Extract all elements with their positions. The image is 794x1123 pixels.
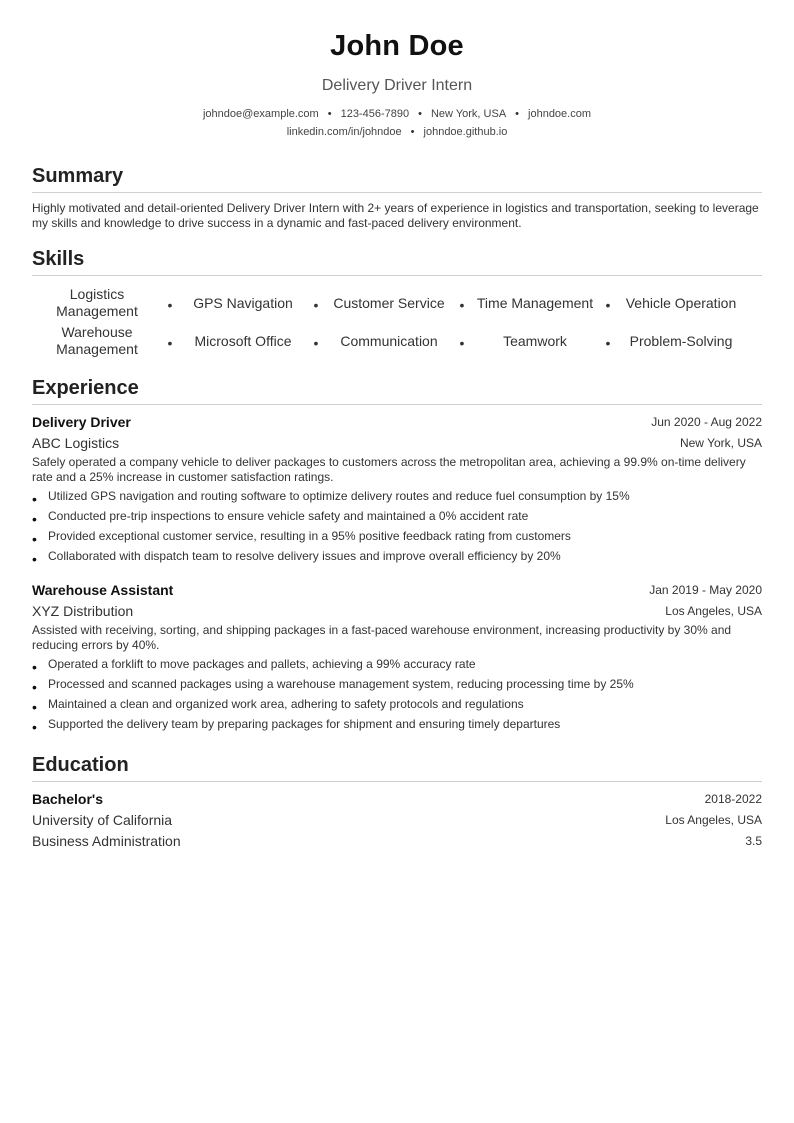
bullet-dot-icon: •	[605, 335, 611, 351]
bullet-dot-icon: •	[32, 551, 37, 567]
job-bullet: • Maintained a clean and organized work area, adhering to safety protocols and regulations	[32, 697, 524, 715]
bullet-dot-icon: •	[313, 297, 319, 313]
candidate-title: Delivery Driver Intern	[321, 77, 473, 94]
contact-phone[interactable]: 123-456-7890	[340, 108, 410, 120]
separator-dot-icon: •	[515, 108, 520, 120]
job-company: ABC Logistics	[32, 435, 120, 451]
bullet-dot-icon: •	[167, 297, 173, 313]
skill-item: Time Management	[476, 294, 594, 311]
skill-item: Communication	[340, 332, 438, 349]
candidate-name: John Doe	[330, 30, 464, 62]
education-location: Los Angeles, USA	[665, 813, 762, 827]
skills-row	[32, 322, 762, 360]
bullet-dot-icon: •	[167, 335, 173, 351]
job-bullet: • Processed and scanned packages using a warehouse management system, reducing processing time by 25%	[32, 677, 634, 695]
education-dates: 2018-2022	[704, 792, 762, 806]
skills-heading: Skills	[32, 248, 762, 276]
contact-website[interactable]: johndoe.com	[528, 108, 592, 120]
contact-email[interactable]: johndoe@example.com	[202, 108, 319, 120]
skills-grid	[32, 284, 762, 360]
skills-row	[32, 284, 762, 322]
bullet-dot-icon: •	[32, 659, 37, 675]
education-gpa: 3.5	[745, 834, 762, 848]
skill-item: Microsoft Office	[194, 332, 292, 349]
contact-row-2	[0, 126, 794, 138]
contact-linkedin[interactable]: linkedin.com/in/johndoe	[286, 126, 402, 138]
skill-item: Customer Service	[333, 294, 445, 311]
bullet-dot-icon: •	[459, 297, 465, 313]
job-bullet: • Conducted pre-trip inspections to ensure vehicle safety and maintained a 0% accident rate	[32, 509, 529, 527]
job-bullet: • Operated a forklift to move packages and pallets, achieving a 99% accuracy rate	[32, 657, 476, 675]
job-company: XYZ Distribution	[32, 603, 134, 619]
education-degree: Bachelor's	[32, 791, 104, 807]
summary-text: Highly motivated and detail-oriented Delivery Driver Intern with 2+ years of experience in logistics and transportation, seeking to leverage my skills and knowledge to drive success in a dynamic and fast-paced delivery environment.	[32, 201, 759, 230]
separator-dot-icon: •	[410, 126, 415, 138]
skill-item: Vehicle Operation	[625, 294, 737, 311]
contact-row-1	[0, 108, 794, 120]
experience-heading: Experience	[32, 377, 762, 405]
job-bullet: • Utilized GPS navigation and routing software to optimize delivery routes and reduce fuel consumption by 15%	[32, 489, 630, 507]
bullet-dot-icon: •	[32, 679, 37, 695]
job-bullet: • Provided exceptional customer service, resulting in a 95% positive feedback rating from customers	[32, 529, 571, 547]
job-description: Safely operated a company vehicle to deliver packages to customers across the metropolitan area, achieving a 99.9% on-time delivery rate and a 25% increase in customer satisfaction ratings.	[32, 455, 746, 484]
job-description: Assisted with receiving, sorting, and shipping packages in a fast-paced warehouse environment, increasing productivity by 30% and reducing errors by 40%.	[32, 623, 732, 652]
bullet-dot-icon: •	[32, 699, 37, 715]
job-bullet: • Collaborated with dispatch team to resolve delivery issues and improve overall efficiency by 20%	[32, 549, 561, 567]
education-school: University of California	[32, 812, 173, 828]
separator-dot-icon: •	[418, 108, 422, 120]
job-title: Warehouse Assistant	[32, 582, 174, 598]
skill-item: Problem-Solving	[629, 332, 733, 349]
bullet-dot-icon: •	[32, 719, 37, 735]
skill-item: Warehouse Management	[56, 324, 138, 357]
contact-location: New York, USA	[430, 108, 507, 120]
job-location: New York, USA	[679, 436, 762, 450]
job-title: Delivery Driver	[32, 414, 131, 430]
bullet-dot-icon: •	[32, 491, 37, 507]
skill-item: Teamwork	[503, 332, 567, 349]
job-bullet: • Supported the delivery team by preparing packages for shipment and ensuring timely departures	[32, 717, 561, 735]
education-heading: Education	[32, 754, 762, 782]
bullet-dot-icon: •	[313, 335, 319, 351]
job-dates: Jun 2020 - Aug 2022	[651, 415, 762, 429]
bullet-dot-icon: •	[32, 511, 37, 527]
bullet-dot-icon: •	[32, 531, 37, 547]
separator-dot-icon: •	[327, 108, 332, 120]
summary-heading: Summary	[32, 165, 762, 193]
job-dates: Jan 2019 - May 2020	[649, 583, 762, 597]
job-location: Los Angeles, USA	[665, 604, 762, 618]
contact-github[interactable]: johndoe.github.io	[423, 126, 508, 138]
bullet-dot-icon: •	[459, 335, 465, 351]
skill-item: GPS Navigation	[193, 294, 293, 311]
bullet-dot-icon: •	[605, 297, 611, 313]
skill-item: Logistics Management	[56, 286, 138, 319]
education-field: Business Administration	[32, 833, 181, 849]
